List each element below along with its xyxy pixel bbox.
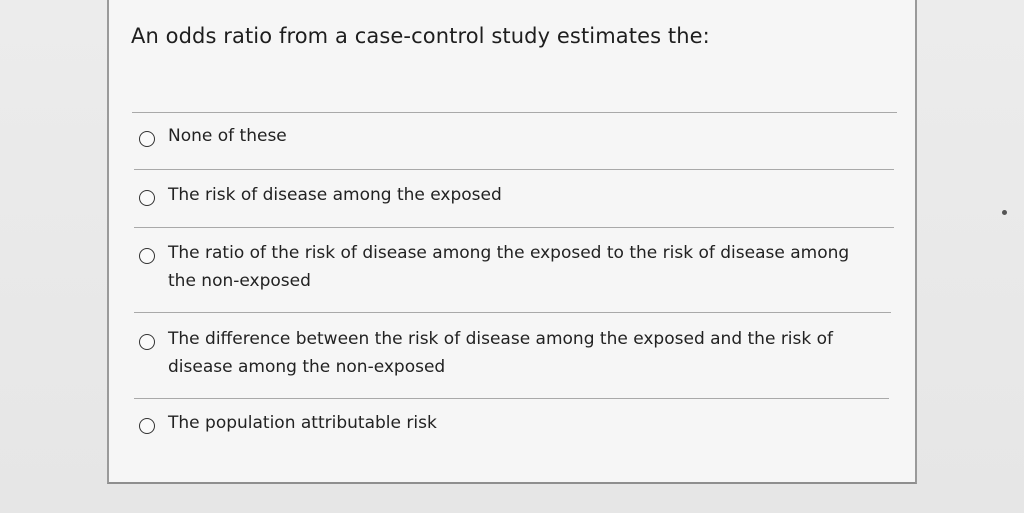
option-label: The ratio of the risk of disease among the exposed to the risk of disease among the non-exposed — [168, 243, 850, 291]
radio-button[interactable] — [139, 334, 155, 350]
option-label: None of these — [168, 126, 287, 146]
radio-button[interactable] — [139, 248, 155, 264]
divider — [134, 169, 894, 170]
divider — [134, 398, 889, 399]
option-none-of-these[interactable] — [139, 126, 879, 150]
divider — [132, 112, 897, 113]
question-text: An odds ratio from a case-control study estimates the: — [131, 24, 710, 48]
option-label: The difference between the risk of disease among the exposed and the risk of disease among the non-exposed — [168, 329, 834, 377]
radio-button[interactable] — [139, 418, 155, 434]
question-card — [107, 0, 917, 484]
option-label: The risk of disease among the exposed — [168, 185, 502, 205]
option-risk-among-exposed[interactable] — [139, 185, 879, 209]
radio-button[interactable] — [139, 131, 155, 147]
speck — [1002, 210, 1007, 215]
divider — [134, 227, 894, 228]
option-label: The population attributable risk — [168, 413, 437, 433]
divider — [134, 312, 891, 313]
option-population-attributable-risk[interactable] — [139, 413, 879, 437]
option-risk-ratio[interactable] — [139, 243, 879, 295]
option-risk-difference[interactable] — [139, 329, 879, 381]
radio-button[interactable] — [139, 190, 155, 206]
